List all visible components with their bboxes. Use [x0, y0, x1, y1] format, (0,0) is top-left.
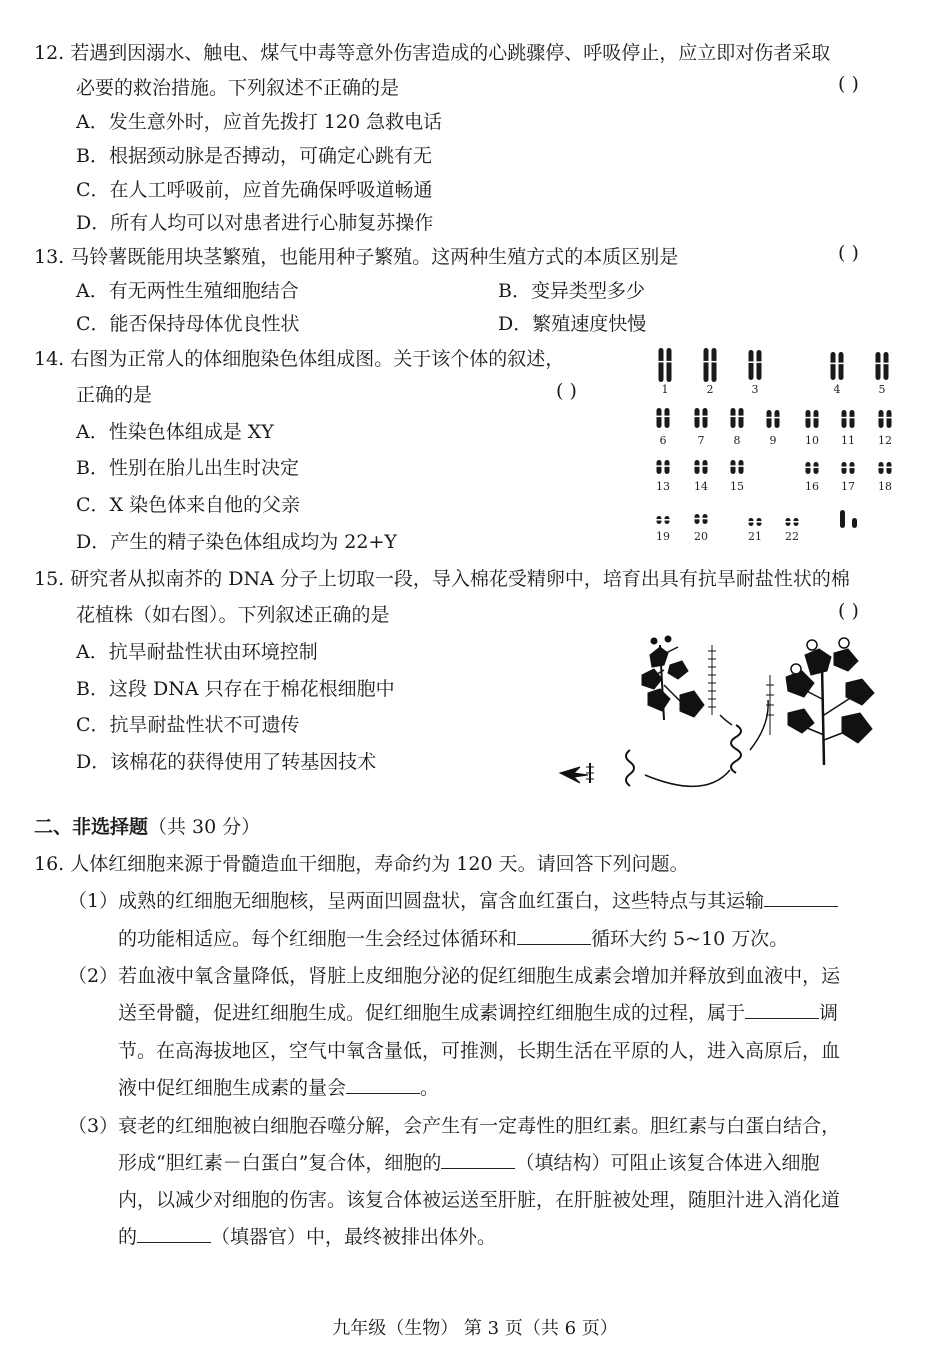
gene-coil-icon	[731, 725, 741, 773]
centromere-9	[766, 417, 772, 419]
chromosome-13-a	[657, 460, 662, 474]
centromere-17	[841, 467, 847, 469]
q15-stem-line1: 15. 研究者从拟南芥的 DNA 分子上切取一段，导入棉花受精卵中，培育出具有抗旱耐盐性状的棉	[34, 568, 850, 590]
q13-option-d: D．繁殖速度快慢	[498, 313, 647, 335]
section2-note: （共 30 分）	[148, 816, 261, 838]
sex-chromosome-y	[852, 518, 857, 528]
centromere-4	[830, 363, 836, 365]
chromosome-label-12: 12	[878, 434, 892, 447]
q16-part2-line4	[118, 1073, 439, 1100]
centromere-20	[694, 518, 700, 520]
cotton-plant-icon	[786, 638, 874, 765]
chromosome-label-21: 21	[748, 530, 762, 543]
chromosome-label-13: 13	[656, 480, 670, 493]
centromere-16	[813, 467, 819, 469]
gene-coil-small-icon	[626, 750, 634, 786]
centromere-12	[886, 417, 892, 419]
q12-option-c: C．在人工呼吸前，应首先确保呼吸道畅通	[76, 179, 433, 201]
centromere-21	[756, 521, 762, 523]
chromosome-label-17: 17	[841, 480, 855, 493]
chromosome-10-b	[814, 410, 819, 428]
chromosome-3-a	[749, 350, 754, 380]
karyotype-figure	[644, 340, 904, 550]
q13-answer-paren: ( )	[838, 242, 859, 264]
centromere-10	[805, 417, 811, 419]
chromosome-11-b	[850, 410, 855, 428]
chromosome-7-b	[703, 408, 708, 428]
q15-option-b: B．这段 DNA 只存在于棉花根细胞中	[76, 678, 395, 700]
centromere-19	[664, 519, 670, 521]
q16-blank-5[interactable]	[441, 1167, 515, 1169]
q16-part1-text: （1）成熟的红细胞无细胞核，呈两面凹圆盘状，富含血红蛋白，这些特点与其运输	[68, 890, 765, 912]
centromere-11	[849, 417, 855, 419]
chromosome-label-16: 16	[805, 480, 819, 493]
centromere-22	[785, 521, 791, 523]
q16-part2-line2	[118, 998, 838, 1025]
q13-option-a: A．有无两性生殖细胞结合	[76, 280, 299, 302]
chromosome-label-7: 7	[697, 434, 705, 447]
chromosome-5-b	[884, 352, 889, 380]
centromere-14	[694, 465, 700, 467]
centromere-6	[656, 416, 662, 418]
centromere-13	[656, 465, 662, 467]
centromere-2	[711, 361, 717, 363]
transgenic-cotton-figure	[550, 625, 890, 805]
centromere-1	[666, 361, 672, 363]
centromere-12	[878, 417, 884, 419]
centromere-21	[748, 521, 754, 523]
q16-part2-text4: 。	[420, 1077, 440, 1099]
q13-stem: 13. 马铃薯既能用块茎繁殖，也能用种子繁殖。这两种生殖方式的本质区别是	[34, 246, 679, 268]
chromosome-2-a	[704, 348, 709, 382]
q13-option-b: B．变异类型多少	[498, 280, 645, 302]
centromere-9	[774, 417, 780, 419]
q14-option-d: D．产生的精子染色体组成均为 22+Y	[76, 531, 397, 553]
dna-strand-icon	[708, 645, 774, 735]
centromere-20	[702, 518, 708, 520]
sex-chromosome-x	[840, 510, 845, 528]
q16-part3-line2	[118, 1148, 819, 1175]
seedling-icon	[560, 763, 594, 783]
centromere-18	[886, 467, 892, 469]
chromosome-label-19: 19	[656, 530, 670, 543]
section2-heading	[34, 812, 260, 839]
centromere-14	[702, 465, 708, 467]
centromere-7	[702, 416, 708, 418]
chromosome-12-a	[879, 410, 884, 428]
page-footer: 九年级（生物） 第 3 页（共 6 页）	[332, 1318, 618, 1339]
arrow-curve-icon	[645, 770, 730, 786]
centromere-15	[738, 465, 744, 467]
chromosome-5-a	[876, 352, 881, 380]
chromosome-label-1: 1	[661, 383, 669, 396]
centromere-2	[703, 361, 709, 363]
chromosome-label-11: 11	[841, 434, 855, 447]
q16-part3-text2: （填结构）可阻止该复合体进入细胞	[515, 1152, 820, 1174]
centromere-8	[738, 416, 744, 418]
chromosome-label-5: 5	[878, 383, 886, 396]
centromere-22	[793, 521, 799, 523]
centromere-16	[805, 467, 811, 469]
q16-blank-6[interactable]	[137, 1241, 211, 1243]
chromosome-9-a	[767, 410, 772, 428]
q12-stem-line1: 12. 若遇到因溺水、触电、煤气中毒等意外伤害造成的心跳骤停、呼吸停止，应立即对伤者采取	[34, 42, 831, 64]
chromosome-label-9: 9	[769, 434, 777, 447]
chromosome-6-a	[657, 408, 662, 428]
chromosome-label-18: 18	[878, 480, 892, 493]
q14-option-b: B．性别在胎儿出生时决定	[76, 457, 299, 479]
chromosome-label-6: 6	[659, 434, 667, 447]
chromosome-8-b	[739, 408, 744, 428]
q16-part3-line1: （3）衰老的红细胞被白细胞吞噬分解，会产生有一定毒性的胆红素。胆红素与白蛋白结合，	[68, 1115, 841, 1137]
q16-blank-1[interactable]	[764, 905, 838, 907]
q15-option-d: D．该棉花的获得使用了转基因技术	[76, 751, 377, 773]
chromosome-8-a	[731, 408, 736, 428]
chromosome-11-a	[842, 410, 847, 428]
chromosome-14-b	[703, 460, 708, 474]
chromosome-label-22: 22	[785, 530, 799, 543]
centromere-7	[694, 416, 700, 418]
q13-option-c: C．能否保持母体优良性状	[76, 313, 300, 335]
chromosome-12-b	[887, 410, 892, 428]
q16-part3-line3: 内，以减少对细胞的伤害。该复合体被运送至肝脏，在肝脏被处理，随胆汁进入消化道	[118, 1189, 841, 1211]
q16-part2-text3: 液中促红细胞生成素的量会	[118, 1077, 347, 1099]
chromosome-label-10: 10	[805, 434, 819, 447]
section2-title: 二、非选择题	[34, 816, 149, 838]
chromosome-9-b	[775, 410, 780, 428]
q15-option-a: A．抗旱耐盐性状由环境控制	[76, 641, 318, 663]
q16-blank-2[interactable]	[517, 943, 591, 945]
q16-part1-line2	[118, 924, 788, 951]
q12-stem-line2: 必要的救治措施。下列叙述不正确的是	[76, 77, 400, 99]
q12-option-a: A．发生意外时，应首先拨打 120 急救电话	[76, 111, 443, 133]
q16-part2-line1: （2）若血液中氧含量降低，肾脏上皮细胞分泌的促红细胞生成素会增加并释放到血液中，运	[68, 965, 841, 987]
q14-stem-line2: 正确的是	[76, 384, 153, 406]
q16-part2-text: 送至骨髓，促进红细胞生成。促红细胞生成素调控红细胞生成的过程，属于	[118, 1002, 746, 1024]
arabidopsis-plant-icon	[642, 636, 704, 720]
chromosome-3-b	[757, 350, 762, 380]
q16-part3-text: 形成“胆红素－白蛋白”复合体，细胞的	[118, 1152, 442, 1174]
centromere-5	[875, 363, 881, 365]
q16-part1-text2: 的功能相适应。每个红细胞一生会经过体循环和	[118, 928, 518, 950]
centromere-3	[748, 361, 754, 363]
chromosome-4-a	[831, 352, 836, 380]
q15-option-c: C．抗旱耐盐性状不可遗传	[76, 714, 300, 736]
centromere-3	[756, 361, 762, 363]
chromosome-label-20: 20	[694, 530, 708, 543]
q14-stem-line1: 14. 右图为正常人的体细胞染色体组成图。关于该个体的叙述，	[34, 348, 565, 370]
q12-answer-paren: ( )	[838, 73, 859, 95]
chromosome-label-15: 15	[730, 480, 744, 493]
centromere-4	[838, 363, 844, 365]
centromere-8	[730, 416, 736, 418]
centromere-11	[841, 417, 847, 419]
chromosome-15-a	[731, 460, 736, 474]
q12-option-b: B．根据颈动脉是否搏动，可确定心跳有无	[76, 145, 432, 167]
chromosome-2-b	[712, 348, 717, 382]
centromere-17	[849, 467, 855, 469]
centromere-1	[658, 361, 664, 363]
chromosome-label-8: 8	[733, 434, 741, 447]
q12-option-d: D．所有人均可以对患者进行心肺复苏操作	[76, 212, 434, 234]
centromere-15	[730, 465, 736, 467]
q16-part2-line3: 节。在高海拔地区，空气中氧含量低，可推测，长期生活在平原的人，进入高原后，血	[118, 1040, 841, 1062]
centromere-10	[813, 417, 819, 419]
chromosome-15-b	[739, 460, 744, 474]
q15-answer-paren: ( )	[838, 600, 859, 622]
q16-part3-line4	[118, 1222, 496, 1249]
q16-part1-text3: 循环大约 5~10 万次。	[591, 928, 789, 950]
centromere-5	[883, 363, 889, 365]
centromere-18	[878, 467, 884, 469]
q16-intro: 16. 人体红细胞来源于骨髓造血干细胞，寿命约为 120 天。请回答下列问题。	[34, 853, 689, 875]
q16-blank-3[interactable]	[745, 1017, 819, 1019]
chromosome-6-b	[665, 408, 670, 428]
chromosome-10-a	[806, 410, 811, 428]
chromosome-14-a	[695, 460, 700, 474]
centromere-19	[656, 519, 662, 521]
chromosome-7-a	[695, 408, 700, 428]
chromosome-4-b	[839, 352, 844, 380]
q16-part3-text3: 的	[118, 1226, 138, 1248]
centromere-13	[664, 465, 670, 467]
q14-option-c: C．X 染色体来自他的父亲	[76, 494, 301, 516]
q16-blank-4[interactable]	[346, 1092, 420, 1094]
chromosome-label-2: 2	[706, 383, 714, 396]
chromosome-1-a	[659, 348, 664, 382]
q16-part3-text4: （填器官）中，最终被排出体外。	[211, 1226, 497, 1248]
q14-option-a: A．性染色体组成是 XY	[76, 421, 274, 443]
chromosome-label-4: 4	[833, 383, 841, 396]
q16-part1-line1	[68, 886, 838, 913]
chromosome-1-b	[667, 348, 672, 382]
centromere-6	[664, 416, 670, 418]
arrow-icon	[720, 715, 732, 725]
chromosome-label-14: 14	[694, 480, 708, 493]
q15-stem-line2: 花植株（如右图）。下列叙述正确的是	[76, 604, 390, 626]
q16-part2-text2: 调	[819, 1002, 839, 1024]
q14-answer-paren: ( )	[556, 380, 577, 402]
chromosome-13-b	[665, 460, 670, 474]
chromosome-label-3: 3	[751, 383, 759, 396]
arrow-up-icon	[750, 700, 768, 750]
